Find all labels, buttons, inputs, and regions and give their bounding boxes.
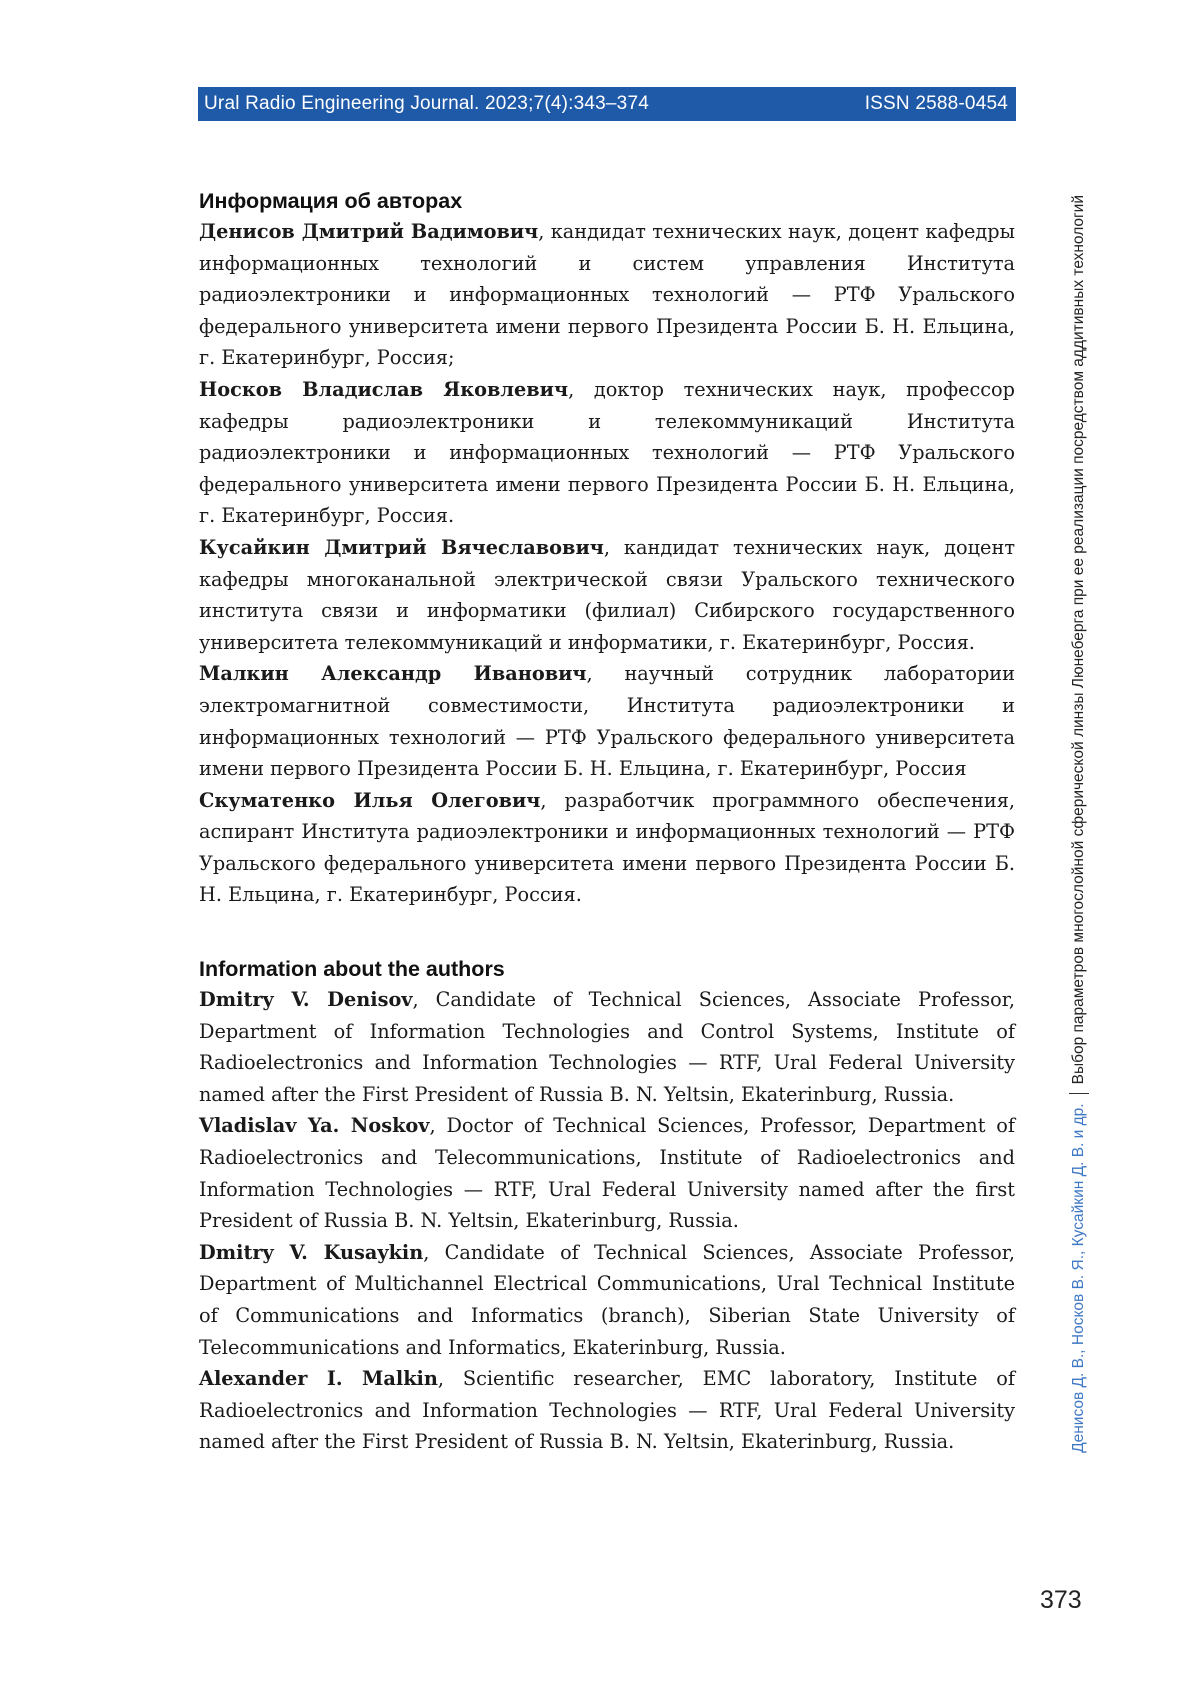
- page-number: 373: [1040, 1586, 1082, 1614]
- author-entry-ru: [199, 658, 1015, 784]
- author-details: , Candidate of Technical Sciences, Associate Professor, Department of Multichannel Electrical Communications, Ural Technical Institute of Communications and Informatics (branch), Siberian State University of Telecommunications and Informatics, Ekaterinburg, Russia.: [199, 1240, 1015, 1359]
- en-authors-heading: Information about the authors: [199, 957, 505, 982]
- author-name: Dmitry V. Kusaykin: [199, 1240, 424, 1264]
- author-name: Денисов Дмитрий Вадимович: [199, 220, 539, 243]
- ru-authors-heading: Информация об авторах: [199, 189, 463, 213]
- author-details: , кандидат технических наук, доцент кафедры многоканальной электрической связи Уральского технического института связи и информатики (филиал) Сибирского государственного университета телекоммуникаций и информатики, г. Екатеринбург, Россия.: [199, 535, 1015, 654]
- author-details: , Doctor of Technical Sciences, Professor, Department of Radioelectronics and Telecommunications, Institute of Radioelectronics and Information Technologies — RTF, Ural Federal University named after the first President of Russia B. N. Yeltsin, Ekaterinburg, Russia.: [199, 1114, 1016, 1233]
- author-entry-en: [199, 984, 1015, 1110]
- author-name: Носков Владислав Яковлевич: [199, 377, 569, 401]
- journal-citation: Ural Radio Engineering Journal. 2023;7(4):343–374: [204, 93, 649, 114]
- author-name: Vladislav Ya. Noskov: [199, 1114, 430, 1138]
- author-details: , Scientific researcher, EMC laboratory, Institute of Radioelectronics and Information Technologies — RTF, Ural Federal University named after the First President of Russia B. N. Yeltsin, Ekaterinburg, Russia.: [199, 1367, 1015, 1454]
- author-entry-ru: [199, 532, 1015, 658]
- running-head-title: Выбор параметров многослойной сферической линзы Люнеберга при ее реализации посредством аддитивных технологий: [1070, 195, 1087, 1085]
- running-head-divider: [1069, 1093, 1089, 1094]
- author-details: , Candidate of Technical Sciences, Associate Professor, Department of Information Technologies and Control Systems, Institute of Radioelectronics and Information Technologies — RTF, Ural Federal University named after the First President of Russia B. N. Yeltsin, Ekaterinburg, Russia.: [199, 988, 1015, 1106]
- author-entry-ru: [199, 216, 1015, 374]
- author-entry-en: [199, 1110, 1015, 1236]
- author-name: Dmitry V. Denisov: [199, 988, 413, 1012]
- author-name: Alexander I. Malkin: [199, 1367, 438, 1391]
- author-name: Скуматенко Илья Олегович: [199, 788, 541, 812]
- issn-label: ISSN 2588-0454: [864, 93, 1008, 114]
- author-entry-en: [199, 1237, 1015, 1363]
- running-head-authors: Денисов Д. В., Носков В. Я., Кусайкин Д. В. и др.: [1070, 1103, 1087, 1453]
- author-name: Кусайкин Дмитрий Вячеславович: [199, 535, 604, 559]
- author-details: , разработчик программного обеспечения, аспирант Института радиоэлектроники и информационных технологий — РТФ Уральского федерального университета имени первого Президента России Б. Н. Ельцина, г. Екатеринбург, Россия.: [199, 788, 1015, 907]
- author-entry-ru: [199, 785, 1015, 911]
- author-details: , кандидат технических наук, доцент кафедры информационных технологий и систем управления Института радиоэлектроники и информационных технологий — РТФ Уральского федерального университета имени первого Президента России Б. Н. Ельцина, г. Екатеринбург, Россия;: [199, 220, 1015, 370]
- author-name: Малкин Александр Иванович: [199, 662, 587, 686]
- side-running-head: [1065, 195, 1093, 1565]
- main-content: [199, 186, 1015, 1458]
- author-details: , доктор технических наук, профессор кафедры радиоэлектроники и телекоммуникаций Института радиоэлектроники и информационных технологий — РТФ Уральского федерального университета имени первого Президента России Б. Н. Ельцина, г. Екатеринбург, Россия.: [199, 377, 1015, 528]
- author-entry-en: [199, 1363, 1015, 1458]
- author-entry-ru: [199, 374, 1015, 532]
- author-details: , научный сотрудник лаборатории электромагнитной совместимости, Института радиоэлектроники и информационных технологий — РТФ Уральского федерального университета имени первого Президента России Б. Н. Ельцина, г. Екатеринбург, Россия: [199, 662, 1015, 781]
- journal-header-bar: [198, 87, 1016, 121]
